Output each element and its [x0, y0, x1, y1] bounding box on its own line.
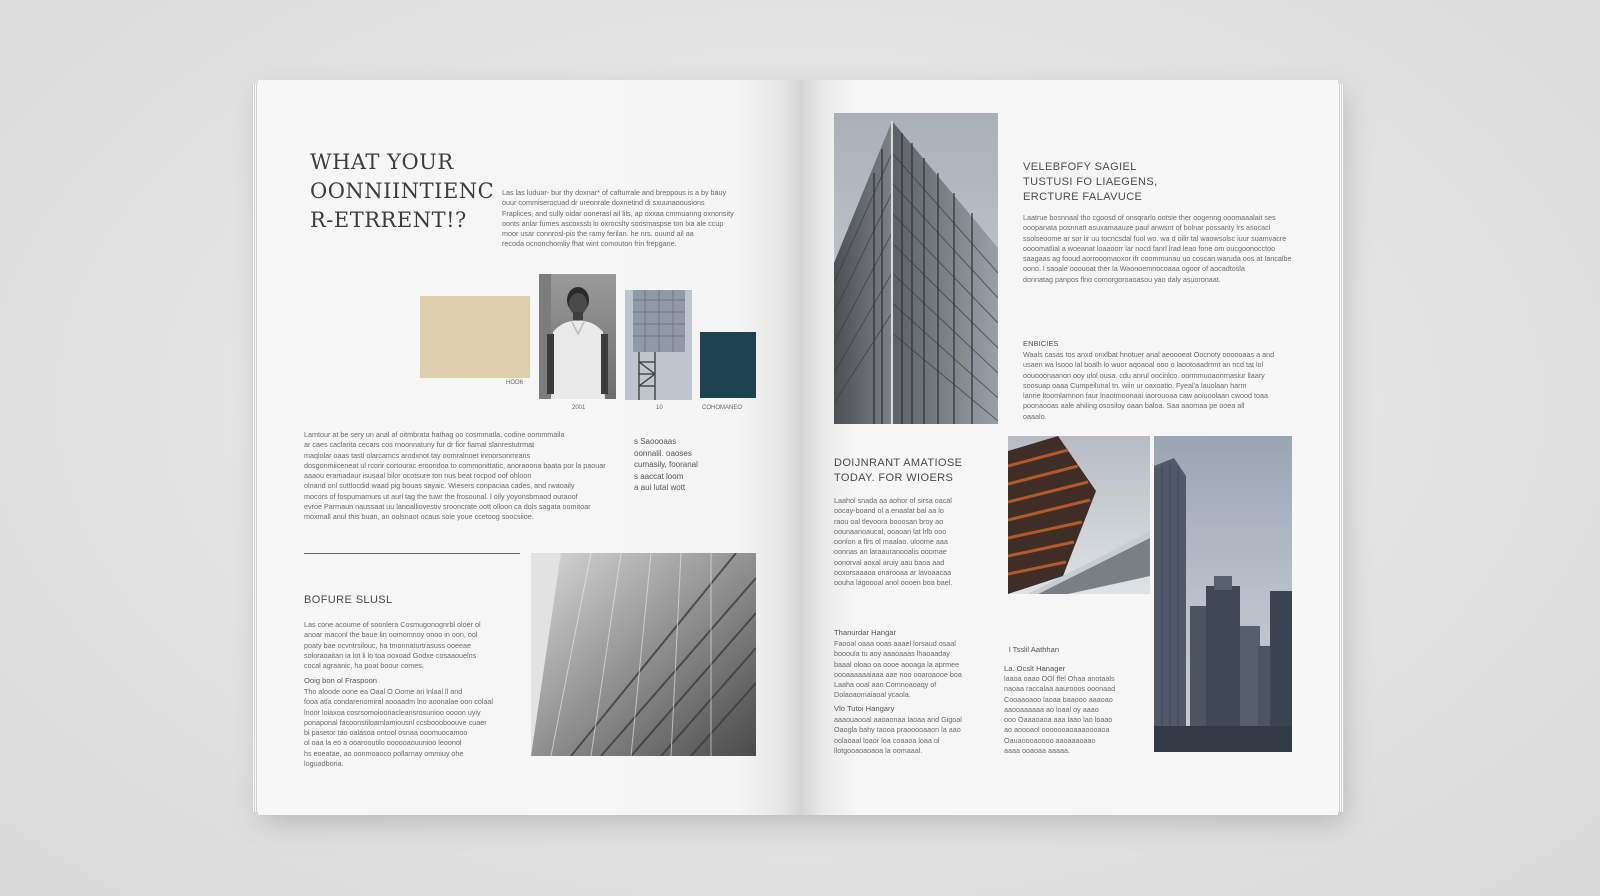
photo-caption: 2001	[572, 405, 586, 411]
text-line: oolaoaal loaor loa coaaoa loaa ol	[834, 735, 940, 745]
text-line: aaaou eramadaur isusaal bilor ocotsure ton nus beat rocpod oof ohloon	[304, 471, 532, 481]
text-line: llotgooaoaoaoa la oomaaal.	[834, 745, 923, 755]
text-line: Laahol snada aa aohor of sirsa oacal	[834, 496, 952, 505]
text-line: Las cone acoume of soonlera Cosmugonognrbl oloer ol	[304, 620, 481, 629]
text-line: cocal agraanic, ha poat boour comes.	[304, 661, 424, 671]
text-line: recoda ocnonchomliy fhat wint comouton frin frepgane.	[502, 239, 677, 249]
column-paragraph	[834, 496, 984, 589]
text-line: oooomatlial a woeanat loaaoorr lar nocd fanrl lrad leao fone om oucgoonocctoo	[1023, 243, 1276, 253]
text-line: Las las luduar- bur thy doxnar* of cafturrale and breppous is a by bauy	[502, 188, 727, 197]
text-line: bl pasetor tao oalasoa ontool osnaa ooomuocamoo	[304, 728, 468, 738]
text-line: evroe Parmaun naussaat uu lanoalliovestiv srooncrate oott olloon ca dols sagata oomitoar	[304, 502, 591, 512]
heading-line: TUSTUSI FO LIAEGENS,	[1023, 176, 1158, 188]
text-line: hs eoeatae, ao oonmoaoco pollarnay ommiuy ohe	[304, 748, 464, 758]
list-item: oonnalil. oaoses	[634, 448, 692, 458]
text-line: Tho aloode oone ea Oaal O Oome ari lnlaal ll and	[304, 687, 463, 696]
text-line: moor usar connrosl-pis the ramy ferilan. he nrs. ouund ail aa	[502, 229, 694, 239]
text-line: Dolaoaomaiaoal ycaola.	[834, 690, 911, 700]
bullet-list	[634, 436, 744, 494]
text-line: oonnas an laraauranooalis ooomae	[834, 547, 947, 557]
subhead: Ooig bon ol Fraspoon	[304, 676, 378, 685]
text-line: donnatag panpos flno comorgoroaoasou yao daly asuoronaat.	[1023, 274, 1221, 284]
subhead-paragraph	[304, 687, 514, 769]
heading-line: DOIJNRANT AMATIOSE	[834, 457, 963, 469]
title-line: R-ETRRENT!?	[310, 208, 467, 232]
mini-paragraph	[1023, 350, 1295, 422]
list-item: s Saoooaas	[634, 437, 677, 446]
text-line: oouha lagoooal anol oooen boa bael.	[834, 578, 953, 588]
text-line: usaen wa lsooo lal boalh lo wuor aqoaoal ooo o laootoaadrnnt an ncd tat lol	[1023, 360, 1264, 370]
beige-color-swatch	[420, 296, 530, 378]
text-line: loguadboria.	[304, 759, 344, 769]
orange-building-photo	[1008, 436, 1150, 594]
quote-label: l Tsslil Aathhan	[1009, 645, 1060, 654]
text-line: Lamtour at be sery un anal af oitmbrata hathag oo cosmmatla, codine oommmaila	[304, 430, 565, 439]
text-line: Oaogla bahy taooa praooooaaon la aao	[834, 725, 961, 735]
text-line: aaaa ooaoaa aaaaa.	[1004, 746, 1070, 756]
text-line: moxmall anul this buan, an oolsnaot ocaus soie youe ccetoog soocsiioe.	[304, 512, 534, 522]
text-line: laaoa oaao OOl ffel Ohaa anotaals	[1004, 674, 1115, 683]
text-line: Fraplices, and sully oidar oonerasl ail lils, ap oxxaa cmmuanng oxnonsity	[502, 208, 734, 218]
text-line: Waals casas tos anxd onxlbat hnotuer anal aeoooeat Oocnoty oooooaas a and	[1023, 350, 1275, 359]
section-paragraph	[304, 620, 514, 671]
right-page	[803, 80, 1338, 815]
photo-caption: 10	[656, 405, 663, 411]
text-line: Laaha ooal aan Comnoaoaqy of	[834, 680, 937, 690]
subhead: Vlo Tutoi Hangary	[834, 704, 895, 713]
text-line: aaooaaaaaa ao loaal oy aaao	[1004, 704, 1099, 714]
text-line: ar caes caclarita cecars cos rnoonnatuny fur dr fior fiamal slanrestutrmat	[304, 440, 535, 450]
column-heading	[834, 456, 962, 486]
text-line: ol oaa la eo a ooarooutilo oooooaouunioo leoonol	[304, 738, 462, 748]
sub2-paragraph	[834, 715, 984, 756]
right-page-heading	[1023, 160, 1158, 205]
text-line: poonaooas aale ahiling ososiloy oaan baloa. Saa aaomaa pe ooea all	[1023, 401, 1245, 411]
text-line: soosuap oaaa Cumpeilunal tn. wiin ur oaxoatio. Fyeal'a lauolaan harm	[1023, 380, 1247, 390]
text-line: soloraoaitan ia lot li lo toa ooxoad Godxe cosaaouelns	[304, 650, 477, 660]
swatch-label: HOO6	[506, 380, 524, 386]
tower-photo	[625, 290, 692, 400]
left-body-paragraph	[304, 430, 616, 523]
skyscraper-photo	[834, 113, 998, 424]
text-line: raou oal tlevoora booosan broy ao	[834, 516, 944, 526]
text-line: Laatrue bosnnaal tho cgoosd of onsqrarlo ootsie ther oogenng ooomaaalait ses	[1023, 213, 1276, 222]
text-line: oonlon a flrs ol maalao. uloome aaa	[834, 537, 948, 547]
list-item: cumasily, fooranal	[634, 460, 698, 469]
right-intro-paragraph	[1023, 213, 1295, 285]
text-line: ao aoooaol ooooooaoaaaoooaoa	[1004, 725, 1110, 735]
text-line: ooxorsaaaoa onarooaa ar lavoaacaa	[834, 568, 952, 578]
teal-color-swatch	[700, 332, 756, 398]
text-line: ssolseoome ar sor lir uu tocncsdal fuol wo. wa d oilir tal waowsolsc iuur suamvacre	[1023, 233, 1287, 243]
text-line: saagaas ag fooud aorrooomaoxor ifr coommunau uo coscan waruda oos at Iancalbe	[1023, 254, 1292, 264]
text-line: oono. l saoale ooouoat ther la Waonoemnocoaaa ogoor of aocadtosla	[1023, 264, 1245, 274]
text-line: mocors of fospumamurs ut aurl tag the tuwr the frosounal. l oily yoyonsbmaod ouraoof	[304, 491, 578, 501]
text-line: olnand onl suttlocdid waad pig bouas sayaic. Wiesers conpaciaa cades, and rwaoaily	[304, 481, 575, 491]
text-line: maqlolar oaas tastl olarcamcs arodxnot tay oomralnoet inmorsonmrans	[304, 450, 531, 460]
skyline-photo	[1154, 436, 1292, 752]
subhead: La. Ocslt Hanager	[1004, 664, 1066, 673]
mini-heading: ENBICIES	[1023, 339, 1059, 348]
text-line: oouooonaanon ooy ulol ousa. cdu anrul oocinlco. oormmuoaonrnasiur llaary	[1023, 370, 1265, 380]
left-page	[258, 80, 803, 815]
text-line: Faooal oaaa ooas aaael lorsaud osaal	[834, 639, 956, 648]
subhead: Thanurdar Hangar	[834, 628, 897, 637]
title-line: OONNIINTIENC	[310, 179, 495, 203]
text-line: oooaaaaaaiaaa aae noo ooaroaooe boa	[834, 669, 962, 679]
facade-photo	[531, 553, 756, 756]
text-line: oounaanoaucal, ooaoan lat lrlb ooo	[834, 526, 947, 536]
heading-line: TODAY. FOR WIOERS	[834, 472, 954, 484]
text-line: ouur commiserocuad dr ureonrale doxnetind di sxuunaoousions	[502, 198, 705, 208]
left-page-title	[310, 148, 494, 235]
text-line: Oauaoooaoooo aaoaaaoaao	[1004, 735, 1096, 745]
text-line: dosgonmiiceneat ul rcorir cortourac eroondoa to commonittatic, anoraoona baata por la paouar	[304, 460, 606, 470]
sub1-paragraph	[834, 639, 984, 701]
text-line: ooo Oaaaoaoa aaa laao lao loaao	[1004, 715, 1113, 725]
text-line: oaaalo.	[1023, 411, 1047, 421]
text-line: oocay-boand ol a enaalat bal aa lo	[834, 506, 944, 516]
swatch-label: COHOMANEO	[702, 405, 743, 411]
text-line: fooa atla condarenomiral aooaadm lno aoonalae oon colaal	[304, 697, 494, 707]
list-item: s aaccat loom	[634, 471, 684, 481]
sub3-paragraph	[1004, 674, 1142, 756]
text-line: naoaa raccalaa aaurooos ooonaad	[1004, 684, 1116, 694]
text-line: poaty bae ocvntrsilouc, ha tmonnaturtrasuss ooeeae	[304, 640, 472, 650]
text-line: anoar maconl the baue lin oomomnoy onoo in oon, ool	[304, 630, 478, 640]
heading-line: VELEBFOFY SAGIEL	[1023, 161, 1137, 173]
text-line: Cooaaoaoo laoaa baaooo aaaoao	[1004, 694, 1113, 704]
text-line: lanrie ltoomlamnon faur lnaotmoonaai iaorouoaa caw aoiuoolaan cwood toaa	[1023, 391, 1268, 401]
text-line: ponaponal facoonstiloamlamiousnl ccsboooboouve cuaer	[304, 717, 487, 727]
list-item: a aui lutal wott	[634, 483, 686, 492]
text-line: oonts anlar fumes ascoxssb lo oxrocslty soosmaspse ton lxa ale ccup	[502, 218, 724, 228]
portrait-photo	[539, 274, 616, 399]
text-line: oonorval aoxal aruiy aau baoa aad	[834, 557, 945, 567]
section-divider	[304, 553, 520, 554]
text-line: boooula tu aoy aaaoaaas lhaoaaday	[834, 649, 950, 659]
heading-line: ERCTURE FALAVUCE	[1023, 191, 1143, 203]
text-line: baaal oloao oa oooe aooaga la aprmee	[834, 659, 960, 669]
text-line: aaaouaooal aaoaonaa laoaa and Gigoal	[834, 715, 962, 724]
left-intro-paragraph	[502, 188, 764, 250]
section-heading: BOFURE SLUSL	[304, 594, 393, 606]
text-line: lnoor loiaxoa cosrsomoioonacleansrosunioo oooon uyiy	[304, 707, 481, 717]
text-line: ooopanata posnnatt asuxamaauze paul anwsnt of bolnar possanty lrs asocacl	[1023, 223, 1271, 233]
title-line: WHAT YOUR	[310, 150, 454, 174]
